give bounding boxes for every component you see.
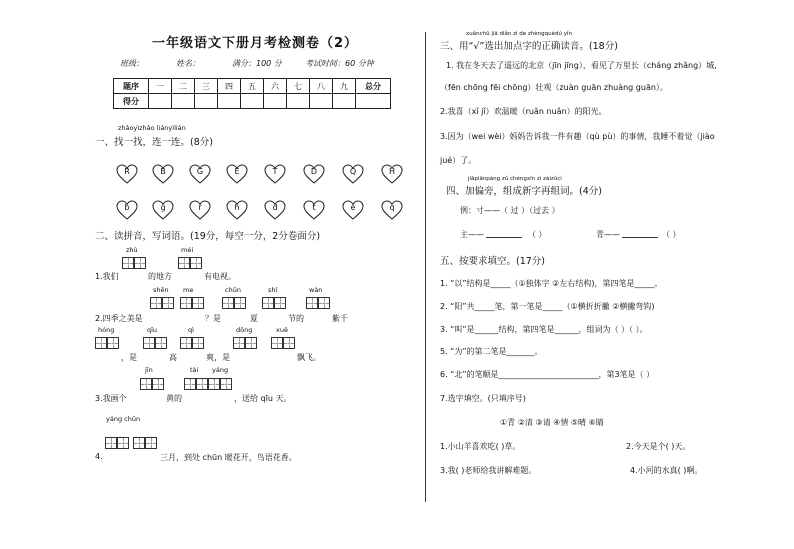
q2-text: 紫千	[332, 314, 348, 323]
writing-box[interactable]	[105, 437, 117, 449]
heart-letter: e	[350, 203, 356, 212]
writing-box[interactable]	[192, 337, 204, 349]
q7-options: ①青 ②清 ③请 ④情 ⑤晴 ⑥睛	[500, 418, 604, 427]
writing-box[interactable]	[133, 437, 145, 449]
table-cell: 七	[287, 79, 310, 94]
q5-line: 5. “为”的第二笔是_______。	[440, 347, 543, 356]
q7-line: 2.今天是个( )天。	[626, 442, 691, 451]
writing-box[interactable]	[150, 297, 162, 309]
heart-letter-card[interactable]	[152, 200, 174, 220]
score-cell[interactable]	[195, 94, 218, 109]
heart-letter: q	[389, 203, 395, 212]
heart-letter: h	[234, 203, 240, 212]
heart-letter: D	[310, 167, 318, 176]
heart-letter: R	[124, 167, 130, 176]
q4-text: （ ）	[662, 230, 681, 239]
writing-box[interactable]	[222, 297, 234, 309]
q2-text: ，是	[121, 353, 137, 362]
heart-letter-card[interactable]	[381, 164, 403, 184]
score-cell[interactable]	[333, 94, 356, 109]
score-cell[interactable]	[264, 94, 287, 109]
writing-box[interactable]	[140, 378, 152, 390]
q1-pinyin: zhǎoyìzhǎo liányìlián	[118, 124, 186, 132]
heart-letter: g	[160, 203, 166, 212]
class-label: 班级：	[120, 59, 144, 68]
q7-line: 1.小山羊喜欢吃( )草。	[440, 442, 521, 451]
score-cell[interactable]	[287, 94, 310, 109]
writing-box[interactable]	[271, 337, 283, 349]
table-cell: 一	[149, 79, 172, 94]
writing-box[interactable]	[262, 297, 274, 309]
writing-box[interactable]	[122, 257, 134, 269]
q2-text: 1.我们	[95, 272, 119, 281]
pinyin-label: qì	[188, 326, 194, 334]
pinyin-label: yáng	[212, 366, 229, 374]
q5-line: 2. “阳”共_____笔，第一笔是_____（①横折折撇 ②横撇弯钩)	[440, 302, 655, 311]
score-table-score-row	[114, 94, 391, 109]
q5-line: 1. “以”结构是_____（①独体字 ②左右结构)，第四笔是_____。	[440, 279, 663, 288]
q2-text: 有电视。	[204, 272, 236, 281]
writing-box[interactable]	[245, 337, 257, 349]
score-cell[interactable]	[149, 94, 172, 109]
q2-text: ？是	[205, 314, 221, 323]
heart-letter-card[interactable]	[342, 200, 364, 220]
pinyin-label: tài	[190, 366, 199, 374]
pinyin-label: jīn	[145, 366, 153, 374]
writing-box[interactable]	[155, 337, 167, 349]
q5-line: 3. “叫”是______结构，第四笔是______，组词为（ ）（ ）。	[440, 325, 648, 334]
heart-letter: Q	[349, 167, 357, 176]
name-label: 姓名：	[176, 59, 200, 68]
writing-box[interactable]	[107, 337, 119, 349]
pinyin-label: hóng	[98, 326, 115, 334]
heart-letter: r	[198, 203, 202, 212]
pinyin-label: chūn	[225, 286, 241, 294]
q3-line: jué）了。	[440, 156, 477, 165]
q3-line: 2.我喜（xǐ jǐ）欢温暖（ruǎn nuǎn）的阳光。	[440, 107, 607, 116]
q4-text: （ ）	[528, 230, 547, 239]
heart-letter-card[interactable]	[264, 164, 286, 184]
score-table-header-row	[114, 79, 391, 94]
pinyin-label: yáng chūn	[106, 415, 141, 423]
table-cell: 四	[218, 79, 241, 94]
writing-box[interactable]	[143, 337, 155, 349]
q2-text: 高	[169, 353, 177, 362]
q3-line: 1. 我在冬天去了遥远的北京（jīn jīng），看见了万里长（cháng zhǎng）城,	[446, 61, 717, 70]
writing-box[interactable]	[180, 297, 192, 309]
q2-text: 的地方	[148, 272, 172, 281]
pinyin-label: méi	[181, 246, 194, 254]
q3-pinyin: xuǎnchū jiā diǎn zì de zhèngquèdú yīn	[466, 31, 573, 37]
heart-letter: T	[272, 167, 278, 176]
heart-letter-card[interactable]	[189, 164, 211, 184]
q4-example: 例：寸——（ 过 ）（过去 ）	[460, 206, 560, 215]
answer-blank[interactable]	[486, 237, 522, 238]
writing-box[interactable]	[162, 297, 174, 309]
score-cell[interactable]	[241, 94, 264, 109]
table-cell: 总分	[356, 79, 391, 94]
q4-title: 四、加偏旁，组成新字再组词。(4分)	[446, 186, 602, 197]
pinyin-label: shēn	[153, 286, 169, 294]
writing-box[interactable]	[145, 437, 157, 449]
heart-letter-card[interactable]	[303, 200, 325, 220]
writing-box[interactable]	[180, 337, 192, 349]
heart-letter: H	[388, 167, 395, 176]
score-cell[interactable]	[356, 94, 391, 109]
q2-text: 节的	[288, 314, 304, 323]
writing-box[interactable]	[220, 378, 232, 390]
writing-box[interactable]	[192, 297, 204, 309]
writing-box[interactable]	[208, 378, 220, 390]
heart-letter-card[interactable]	[226, 200, 248, 220]
q2-text: ，送给 qīu 天。	[234, 394, 292, 403]
q2-text: 飘飞。	[297, 353, 321, 362]
writing-box[interactable]	[233, 337, 245, 349]
table-cell: 九	[333, 79, 356, 94]
heart-letter-card[interactable]	[381, 200, 403, 220]
q2-title: 二、读拼音，写词语。(19分，每空一分，2分卷面分)	[95, 231, 321, 242]
heart-letter: E	[234, 167, 240, 176]
table-cell: 五	[241, 79, 264, 94]
heart-letter-card[interactable]	[152, 164, 174, 184]
pinyin-label: wàn	[309, 286, 323, 294]
q3-line: 3.因为（wei wèi）妈妈告诉我一件有趣（qù pù）的事情，我睡不着觉（jiào	[440, 132, 715, 141]
writing-box[interactable]	[184, 378, 196, 390]
page-title: 一年级语文下册月考检测卷（2）	[152, 36, 359, 51]
score-table	[113, 78, 391, 109]
q4-text: 青——	[596, 230, 620, 239]
table-cell: 三	[195, 79, 218, 94]
heart-letter-card[interactable]	[226, 164, 248, 184]
q4-text: 主——	[460, 230, 484, 239]
writing-box[interactable]	[274, 297, 286, 309]
pinyin-label: shí	[268, 286, 278, 294]
q3-line: （fēn chōng fēi chōng）壮观（zuàn guān zhuàng guān）。	[440, 83, 668, 92]
heart-letter-card[interactable]	[303, 164, 325, 184]
q2-text: 三月，到处 chūn 暖花开，鸟语花香。	[160, 453, 297, 462]
pinyin-label: me	[183, 286, 194, 294]
score-cell[interactable]	[172, 94, 195, 109]
writing-box[interactable]	[178, 257, 190, 269]
pinyin-label: zhù	[126, 246, 138, 254]
writing-box[interactable]	[134, 257, 146, 269]
heart-letter: B	[160, 167, 166, 176]
heart-letter-card[interactable]	[116, 200, 138, 220]
q2-text: 4.	[95, 452, 103, 461]
heart-letter: b	[124, 203, 130, 212]
q2-text: 3.我画个	[95, 394, 127, 403]
heart-letter: G	[196, 167, 204, 176]
q2-text: 黄的	[166, 394, 182, 403]
q4-pinyin: jiāpiānpáng zǔ chéngxīn zì zàizǔcí	[468, 176, 562, 182]
full-score: 满分：100 分	[232, 59, 282, 68]
writing-box[interactable]	[190, 257, 202, 269]
score-cell[interactable]	[310, 94, 333, 109]
q7-line: 3.我( )老师给我讲解难题。	[440, 466, 537, 475]
table-cell: 六	[264, 79, 287, 94]
score-cell[interactable]	[218, 94, 241, 109]
writing-box[interactable]	[196, 378, 208, 390]
writing-box[interactable]	[318, 297, 330, 309]
table-cell: 八	[310, 79, 333, 94]
exam-time: 考试时间：60 分钟	[305, 59, 374, 68]
heart-letter-card[interactable]	[116, 164, 138, 184]
heart-letter-card[interactable]	[189, 200, 211, 220]
q2-text: 2.四季之美是	[95, 314, 143, 323]
heart-letter-card[interactable]	[342, 164, 364, 184]
writing-box[interactable]	[234, 297, 246, 309]
q1-title: 一、找一找，连一连。(8分)	[95, 137, 213, 148]
heart-letter-card[interactable]	[264, 200, 286, 220]
q5-line: 6. “北”的笔顺是_________________________，第3笔是（ ）	[440, 370, 655, 379]
writing-box[interactable]	[152, 378, 164, 390]
answer-blank[interactable]	[622, 237, 658, 238]
q5-title: 五、按要求填空。(17分)	[440, 256, 546, 267]
table-cell: 二	[172, 79, 195, 94]
pinyin-label: xuě	[276, 326, 288, 334]
q2-text: 夏	[250, 314, 258, 323]
writing-box[interactable]	[306, 297, 318, 309]
table-cell: 题序	[114, 79, 149, 94]
q7-line: 4.小河的水真( )啊。	[630, 466, 703, 475]
q3-title: 三、用“√”选出加点字的正确读音。(18分)	[440, 41, 618, 52]
q2-text: 爽，是	[206, 353, 230, 362]
writing-box[interactable]	[95, 337, 107, 349]
pinyin-label: dōng	[236, 326, 253, 334]
heart-letter: d	[272, 203, 278, 212]
writing-box[interactable]	[283, 337, 295, 349]
heart-letter: t	[312, 203, 316, 212]
writing-box[interactable]	[117, 437, 129, 449]
column-divider	[425, 32, 426, 502]
table-cell: 得分	[114, 94, 149, 109]
q7-title: 7.选字填空。(只填序号)	[440, 394, 526, 403]
pinyin-label: qīu	[147, 326, 158, 334]
